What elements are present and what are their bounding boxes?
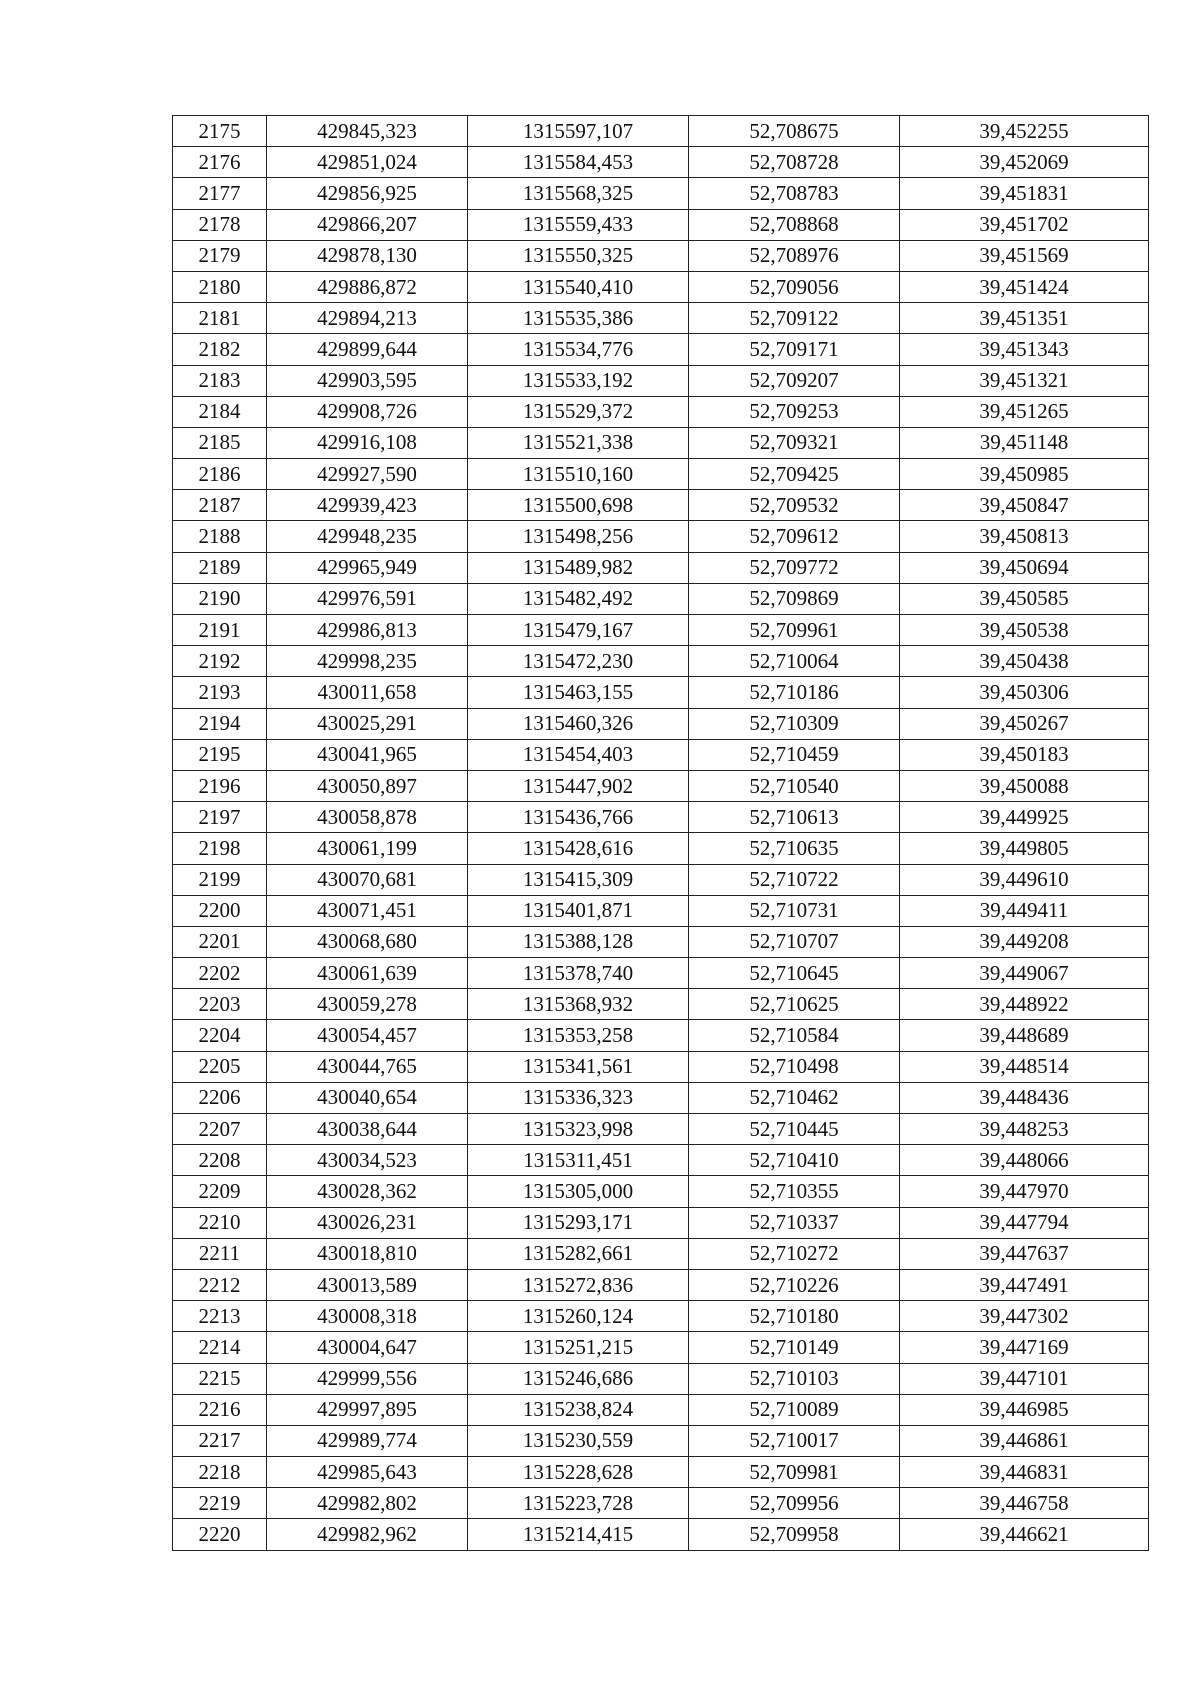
y-coordinate-cell: 1315500,698 bbox=[468, 490, 689, 521]
x-coordinate-cell: 430050,897 bbox=[267, 770, 468, 801]
longitude-cell: 39,450306 bbox=[900, 677, 1149, 708]
y-coordinate-cell: 1315238,824 bbox=[468, 1394, 689, 1425]
table-row bbox=[173, 708, 1149, 739]
y-coordinate-cell: 1315282,661 bbox=[468, 1238, 689, 1269]
table-row bbox=[173, 521, 1149, 552]
table-row bbox=[173, 116, 1149, 147]
x-coordinate-cell: 429965,949 bbox=[267, 552, 468, 583]
table-row bbox=[173, 303, 1149, 334]
table-row bbox=[173, 1519, 1149, 1550]
longitude-cell: 39,448066 bbox=[900, 1145, 1149, 1176]
x-coordinate-cell: 430008,318 bbox=[267, 1301, 468, 1332]
x-coordinate-cell: 430044,765 bbox=[267, 1051, 468, 1082]
latitude-cell: 52,709321 bbox=[689, 427, 900, 458]
x-coordinate-cell: 429985,643 bbox=[267, 1457, 468, 1488]
point-number-cell: 2193 bbox=[173, 677, 267, 708]
point-number-cell: 2199 bbox=[173, 864, 267, 895]
point-number-cell: 2198 bbox=[173, 833, 267, 864]
longitude-cell: 39,450847 bbox=[900, 490, 1149, 521]
point-number-cell: 2194 bbox=[173, 708, 267, 739]
longitude-cell: 39,450267 bbox=[900, 708, 1149, 739]
y-coordinate-cell: 1315293,171 bbox=[468, 1207, 689, 1238]
point-number-cell: 2209 bbox=[173, 1176, 267, 1207]
longitude-cell: 39,451424 bbox=[900, 271, 1149, 302]
table-row bbox=[173, 552, 1149, 583]
y-coordinate-cell: 1315534,776 bbox=[468, 334, 689, 365]
longitude-cell: 39,451569 bbox=[900, 240, 1149, 271]
point-number-cell: 2191 bbox=[173, 615, 267, 646]
x-coordinate-cell: 429982,802 bbox=[267, 1488, 468, 1519]
x-coordinate-cell: 430018,810 bbox=[267, 1238, 468, 1269]
y-coordinate-cell: 1315260,124 bbox=[468, 1301, 689, 1332]
latitude-cell: 52,710180 bbox=[689, 1301, 900, 1332]
x-coordinate-cell: 430059,278 bbox=[267, 989, 468, 1020]
point-number-cell: 2211 bbox=[173, 1238, 267, 1269]
point-number-cell: 2201 bbox=[173, 926, 267, 957]
y-coordinate-cell: 1315460,326 bbox=[468, 708, 689, 739]
latitude-cell: 52,709956 bbox=[689, 1488, 900, 1519]
longitude-cell: 39,451351 bbox=[900, 303, 1149, 334]
latitude-cell: 52,710707 bbox=[689, 926, 900, 957]
point-number-cell: 2183 bbox=[173, 365, 267, 396]
x-coordinate-cell: 430013,589 bbox=[267, 1269, 468, 1300]
point-number-cell: 2178 bbox=[173, 209, 267, 240]
longitude-cell: 39,450438 bbox=[900, 646, 1149, 677]
y-coordinate-cell: 1315246,686 bbox=[468, 1363, 689, 1394]
y-coordinate-cell: 1315463,155 bbox=[468, 677, 689, 708]
latitude-cell: 52,710462 bbox=[689, 1082, 900, 1113]
x-coordinate-cell: 429927,590 bbox=[267, 459, 468, 490]
latitude-cell: 52,709171 bbox=[689, 334, 900, 365]
longitude-cell: 39,448253 bbox=[900, 1114, 1149, 1145]
latitude-cell: 52,710540 bbox=[689, 770, 900, 801]
longitude-cell: 39,450985 bbox=[900, 459, 1149, 490]
y-coordinate-cell: 1315214,415 bbox=[468, 1519, 689, 1550]
latitude-cell: 52,710645 bbox=[689, 958, 900, 989]
point-number-cell: 2176 bbox=[173, 147, 267, 178]
x-coordinate-cell: 430004,647 bbox=[267, 1332, 468, 1363]
table-row bbox=[173, 989, 1149, 1020]
table-row bbox=[173, 490, 1149, 521]
table-row bbox=[173, 926, 1149, 957]
point-number-cell: 2182 bbox=[173, 334, 267, 365]
y-coordinate-cell: 1315535,386 bbox=[468, 303, 689, 334]
longitude-cell: 39,451148 bbox=[900, 427, 1149, 458]
y-coordinate-cell: 1315223,728 bbox=[468, 1488, 689, 1519]
table-row bbox=[173, 864, 1149, 895]
longitude-cell: 39,450088 bbox=[900, 770, 1149, 801]
latitude-cell: 52,708675 bbox=[689, 116, 900, 147]
y-coordinate-cell: 1315336,323 bbox=[468, 1082, 689, 1113]
longitude-cell: 39,450183 bbox=[900, 739, 1149, 770]
latitude-cell: 52,708976 bbox=[689, 240, 900, 271]
point-number-cell: 2179 bbox=[173, 240, 267, 271]
table-row bbox=[173, 1394, 1149, 1425]
latitude-cell: 52,710064 bbox=[689, 646, 900, 677]
table-row bbox=[173, 396, 1149, 427]
latitude-cell: 52,709981 bbox=[689, 1457, 900, 1488]
latitude-cell: 52,709961 bbox=[689, 615, 900, 646]
longitude-cell: 39,450694 bbox=[900, 552, 1149, 583]
longitude-cell: 39,451321 bbox=[900, 365, 1149, 396]
longitude-cell: 39,449925 bbox=[900, 802, 1149, 833]
longitude-cell: 39,449610 bbox=[900, 864, 1149, 895]
x-coordinate-cell: 430028,362 bbox=[267, 1176, 468, 1207]
longitude-cell: 39,446758 bbox=[900, 1488, 1149, 1519]
table-row bbox=[173, 1269, 1149, 1300]
y-coordinate-cell: 1315401,871 bbox=[468, 895, 689, 926]
longitude-cell: 39,447101 bbox=[900, 1363, 1149, 1394]
y-coordinate-cell: 1315540,410 bbox=[468, 271, 689, 302]
longitude-cell: 39,447169 bbox=[900, 1332, 1149, 1363]
point-number-cell: 2185 bbox=[173, 427, 267, 458]
coordinates-table bbox=[172, 115, 1149, 1551]
point-number-cell: 2186 bbox=[173, 459, 267, 490]
latitude-cell: 52,710410 bbox=[689, 1145, 900, 1176]
latitude-cell: 52,710498 bbox=[689, 1051, 900, 1082]
point-number-cell: 2200 bbox=[173, 895, 267, 926]
latitude-cell: 52,709122 bbox=[689, 303, 900, 334]
y-coordinate-cell: 1315454,403 bbox=[468, 739, 689, 770]
y-coordinate-cell: 1315482,492 bbox=[468, 583, 689, 614]
point-number-cell: 2180 bbox=[173, 271, 267, 302]
x-coordinate-cell: 430034,523 bbox=[267, 1145, 468, 1176]
coordinates-table-body bbox=[173, 116, 1149, 1551]
latitude-cell: 52,709532 bbox=[689, 490, 900, 521]
table-row bbox=[173, 739, 1149, 770]
x-coordinate-cell: 430011,658 bbox=[267, 677, 468, 708]
x-coordinate-cell: 429999,556 bbox=[267, 1363, 468, 1394]
table-row bbox=[173, 615, 1149, 646]
point-number-cell: 2218 bbox=[173, 1457, 267, 1488]
longitude-cell: 39,452069 bbox=[900, 147, 1149, 178]
latitude-cell: 52,709958 bbox=[689, 1519, 900, 1550]
y-coordinate-cell: 1315428,616 bbox=[468, 833, 689, 864]
x-coordinate-cell: 430040,654 bbox=[267, 1082, 468, 1113]
y-coordinate-cell: 1315521,338 bbox=[468, 427, 689, 458]
point-number-cell: 2190 bbox=[173, 583, 267, 614]
latitude-cell: 52,710613 bbox=[689, 802, 900, 833]
table-row bbox=[173, 1363, 1149, 1394]
table-row bbox=[173, 958, 1149, 989]
latitude-cell: 52,708783 bbox=[689, 178, 900, 209]
point-number-cell: 2197 bbox=[173, 802, 267, 833]
x-coordinate-cell: 430025,291 bbox=[267, 708, 468, 739]
y-coordinate-cell: 1315479,167 bbox=[468, 615, 689, 646]
latitude-cell: 52,710103 bbox=[689, 1363, 900, 1394]
y-coordinate-cell: 1315498,256 bbox=[468, 521, 689, 552]
x-coordinate-cell: 430071,451 bbox=[267, 895, 468, 926]
latitude-cell: 52,709253 bbox=[689, 396, 900, 427]
point-number-cell: 2187 bbox=[173, 490, 267, 521]
x-coordinate-cell: 429998,235 bbox=[267, 646, 468, 677]
point-number-cell: 2216 bbox=[173, 1394, 267, 1425]
table-row bbox=[173, 240, 1149, 271]
longitude-cell: 39,448922 bbox=[900, 989, 1149, 1020]
point-number-cell: 2217 bbox=[173, 1425, 267, 1456]
x-coordinate-cell: 429976,591 bbox=[267, 583, 468, 614]
table-row bbox=[173, 1051, 1149, 1082]
longitude-cell: 39,449208 bbox=[900, 926, 1149, 957]
point-number-cell: 2181 bbox=[173, 303, 267, 334]
x-coordinate-cell: 429948,235 bbox=[267, 521, 468, 552]
longitude-cell: 39,451343 bbox=[900, 334, 1149, 365]
point-number-cell: 2205 bbox=[173, 1051, 267, 1082]
y-coordinate-cell: 1315489,982 bbox=[468, 552, 689, 583]
point-number-cell: 2204 bbox=[173, 1020, 267, 1051]
point-number-cell: 2207 bbox=[173, 1114, 267, 1145]
point-number-cell: 2203 bbox=[173, 989, 267, 1020]
x-coordinate-cell: 429899,644 bbox=[267, 334, 468, 365]
table-row bbox=[173, 1488, 1149, 1519]
longitude-cell: 39,447794 bbox=[900, 1207, 1149, 1238]
x-coordinate-cell: 429989,774 bbox=[267, 1425, 468, 1456]
point-number-cell: 2215 bbox=[173, 1363, 267, 1394]
point-number-cell: 2192 bbox=[173, 646, 267, 677]
table-row bbox=[173, 802, 1149, 833]
x-coordinate-cell: 429894,213 bbox=[267, 303, 468, 334]
y-coordinate-cell: 1315251,215 bbox=[468, 1332, 689, 1363]
y-coordinate-cell: 1315447,902 bbox=[468, 770, 689, 801]
y-coordinate-cell: 1315533,192 bbox=[468, 365, 689, 396]
point-number-cell: 2212 bbox=[173, 1269, 267, 1300]
y-coordinate-cell: 1315568,325 bbox=[468, 178, 689, 209]
latitude-cell: 52,710089 bbox=[689, 1394, 900, 1425]
y-coordinate-cell: 1315584,453 bbox=[468, 147, 689, 178]
x-coordinate-cell: 430068,680 bbox=[267, 926, 468, 957]
latitude-cell: 52,710186 bbox=[689, 677, 900, 708]
longitude-cell: 39,446861 bbox=[900, 1425, 1149, 1456]
latitude-cell: 52,710445 bbox=[689, 1114, 900, 1145]
latitude-cell: 52,709425 bbox=[689, 459, 900, 490]
latitude-cell: 52,709207 bbox=[689, 365, 900, 396]
longitude-cell: 39,448436 bbox=[900, 1082, 1149, 1113]
point-number-cell: 2184 bbox=[173, 396, 267, 427]
latitude-cell: 52,709869 bbox=[689, 583, 900, 614]
y-coordinate-cell: 1315415,309 bbox=[468, 864, 689, 895]
y-coordinate-cell: 1315436,766 bbox=[468, 802, 689, 833]
y-coordinate-cell: 1315559,433 bbox=[468, 209, 689, 240]
point-number-cell: 2188 bbox=[173, 521, 267, 552]
table-row bbox=[173, 427, 1149, 458]
x-coordinate-cell: 429856,925 bbox=[267, 178, 468, 209]
latitude-cell: 52,710017 bbox=[689, 1425, 900, 1456]
latitude-cell: 52,709772 bbox=[689, 552, 900, 583]
longitude-cell: 39,451831 bbox=[900, 178, 1149, 209]
x-coordinate-cell: 429916,108 bbox=[267, 427, 468, 458]
table-row bbox=[173, 1238, 1149, 1269]
x-coordinate-cell: 430061,199 bbox=[267, 833, 468, 864]
y-coordinate-cell: 1315378,740 bbox=[468, 958, 689, 989]
table-row bbox=[173, 833, 1149, 864]
y-coordinate-cell: 1315323,998 bbox=[468, 1114, 689, 1145]
latitude-cell: 52,708728 bbox=[689, 147, 900, 178]
latitude-cell: 52,710584 bbox=[689, 1020, 900, 1051]
longitude-cell: 39,449411 bbox=[900, 895, 1149, 926]
y-coordinate-cell: 1315272,836 bbox=[468, 1269, 689, 1300]
table-row bbox=[173, 271, 1149, 302]
x-coordinate-cell: 429982,962 bbox=[267, 1519, 468, 1550]
longitude-cell: 39,446831 bbox=[900, 1457, 1149, 1488]
table-row bbox=[173, 1176, 1149, 1207]
longitude-cell: 39,446621 bbox=[900, 1519, 1149, 1550]
table-row bbox=[173, 334, 1149, 365]
longitude-cell: 39,450813 bbox=[900, 521, 1149, 552]
point-number-cell: 2214 bbox=[173, 1332, 267, 1363]
longitude-cell: 39,448689 bbox=[900, 1020, 1149, 1051]
point-number-cell: 2189 bbox=[173, 552, 267, 583]
latitude-cell: 52,708868 bbox=[689, 209, 900, 240]
point-number-cell: 2202 bbox=[173, 958, 267, 989]
x-coordinate-cell: 429878,130 bbox=[267, 240, 468, 271]
table-row bbox=[173, 1425, 1149, 1456]
table-row bbox=[173, 1082, 1149, 1113]
longitude-cell: 39,447637 bbox=[900, 1238, 1149, 1269]
longitude-cell: 39,449067 bbox=[900, 958, 1149, 989]
y-coordinate-cell: 1315550,325 bbox=[468, 240, 689, 271]
longitude-cell: 39,450585 bbox=[900, 583, 1149, 614]
x-coordinate-cell: 429845,323 bbox=[267, 116, 468, 147]
table-row bbox=[173, 365, 1149, 396]
latitude-cell: 52,710459 bbox=[689, 739, 900, 770]
latitude-cell: 52,710309 bbox=[689, 708, 900, 739]
x-coordinate-cell: 430026,231 bbox=[267, 1207, 468, 1238]
point-number-cell: 2208 bbox=[173, 1145, 267, 1176]
longitude-cell: 39,447491 bbox=[900, 1269, 1149, 1300]
latitude-cell: 52,710272 bbox=[689, 1238, 900, 1269]
y-coordinate-cell: 1315597,107 bbox=[468, 116, 689, 147]
latitude-cell: 52,710337 bbox=[689, 1207, 900, 1238]
longitude-cell: 39,450538 bbox=[900, 615, 1149, 646]
table-row bbox=[173, 459, 1149, 490]
latitude-cell: 52,709056 bbox=[689, 271, 900, 302]
table-row bbox=[173, 1145, 1149, 1176]
x-coordinate-cell: 429997,895 bbox=[267, 1394, 468, 1425]
x-coordinate-cell: 429939,423 bbox=[267, 490, 468, 521]
latitude-cell: 52,710635 bbox=[689, 833, 900, 864]
longitude-cell: 39,448514 bbox=[900, 1051, 1149, 1082]
latitude-cell: 52,709612 bbox=[689, 521, 900, 552]
table-row bbox=[173, 1457, 1149, 1488]
table-row bbox=[173, 646, 1149, 677]
x-coordinate-cell: 430070,681 bbox=[267, 864, 468, 895]
x-coordinate-cell: 430061,639 bbox=[267, 958, 468, 989]
y-coordinate-cell: 1315230,559 bbox=[468, 1425, 689, 1456]
y-coordinate-cell: 1315353,258 bbox=[468, 1020, 689, 1051]
point-number-cell: 2196 bbox=[173, 770, 267, 801]
point-number-cell: 2213 bbox=[173, 1301, 267, 1332]
latitude-cell: 52,710722 bbox=[689, 864, 900, 895]
y-coordinate-cell: 1315368,932 bbox=[468, 989, 689, 1020]
longitude-cell: 39,449805 bbox=[900, 833, 1149, 864]
x-coordinate-cell: 429886,872 bbox=[267, 271, 468, 302]
table-row bbox=[173, 583, 1149, 614]
x-coordinate-cell: 430054,457 bbox=[267, 1020, 468, 1051]
y-coordinate-cell: 1315228,628 bbox=[468, 1457, 689, 1488]
table-row bbox=[173, 1332, 1149, 1363]
y-coordinate-cell: 1315388,128 bbox=[468, 926, 689, 957]
table-row bbox=[173, 1114, 1149, 1145]
longitude-cell: 39,452255 bbox=[900, 116, 1149, 147]
table-row bbox=[173, 147, 1149, 178]
y-coordinate-cell: 1315305,000 bbox=[468, 1176, 689, 1207]
point-number-cell: 2175 bbox=[173, 116, 267, 147]
point-number-cell: 2177 bbox=[173, 178, 267, 209]
table-row bbox=[173, 209, 1149, 240]
point-number-cell: 2206 bbox=[173, 1082, 267, 1113]
longitude-cell: 39,446985 bbox=[900, 1394, 1149, 1425]
point-number-cell: 2195 bbox=[173, 739, 267, 770]
longitude-cell: 39,451265 bbox=[900, 396, 1149, 427]
y-coordinate-cell: 1315529,372 bbox=[468, 396, 689, 427]
y-coordinate-cell: 1315311,451 bbox=[468, 1145, 689, 1176]
point-number-cell: 2210 bbox=[173, 1207, 267, 1238]
x-coordinate-cell: 429866,207 bbox=[267, 209, 468, 240]
latitude-cell: 52,710149 bbox=[689, 1332, 900, 1363]
x-coordinate-cell: 430041,965 bbox=[267, 739, 468, 770]
x-coordinate-cell: 429908,726 bbox=[267, 396, 468, 427]
point-number-cell: 2220 bbox=[173, 1519, 267, 1550]
table-row bbox=[173, 178, 1149, 209]
table-row bbox=[173, 1020, 1149, 1051]
table-row bbox=[173, 677, 1149, 708]
latitude-cell: 52,710226 bbox=[689, 1269, 900, 1300]
latitude-cell: 52,710731 bbox=[689, 895, 900, 926]
table-row bbox=[173, 1207, 1149, 1238]
point-number-cell: 2219 bbox=[173, 1488, 267, 1519]
latitude-cell: 52,710355 bbox=[689, 1176, 900, 1207]
y-coordinate-cell: 1315472,230 bbox=[468, 646, 689, 677]
x-coordinate-cell: 429851,024 bbox=[267, 147, 468, 178]
table-row bbox=[173, 1301, 1149, 1332]
x-coordinate-cell: 430038,644 bbox=[267, 1114, 468, 1145]
latitude-cell: 52,710625 bbox=[689, 989, 900, 1020]
longitude-cell: 39,447970 bbox=[900, 1176, 1149, 1207]
x-coordinate-cell: 430058,878 bbox=[267, 802, 468, 833]
longitude-cell: 39,447302 bbox=[900, 1301, 1149, 1332]
y-coordinate-cell: 1315510,160 bbox=[468, 459, 689, 490]
x-coordinate-cell: 429903,595 bbox=[267, 365, 468, 396]
table-row bbox=[173, 770, 1149, 801]
x-coordinate-cell: 429986,813 bbox=[267, 615, 468, 646]
longitude-cell: 39,451702 bbox=[900, 209, 1149, 240]
table-row bbox=[173, 895, 1149, 926]
y-coordinate-cell: 1315341,561 bbox=[468, 1051, 689, 1082]
